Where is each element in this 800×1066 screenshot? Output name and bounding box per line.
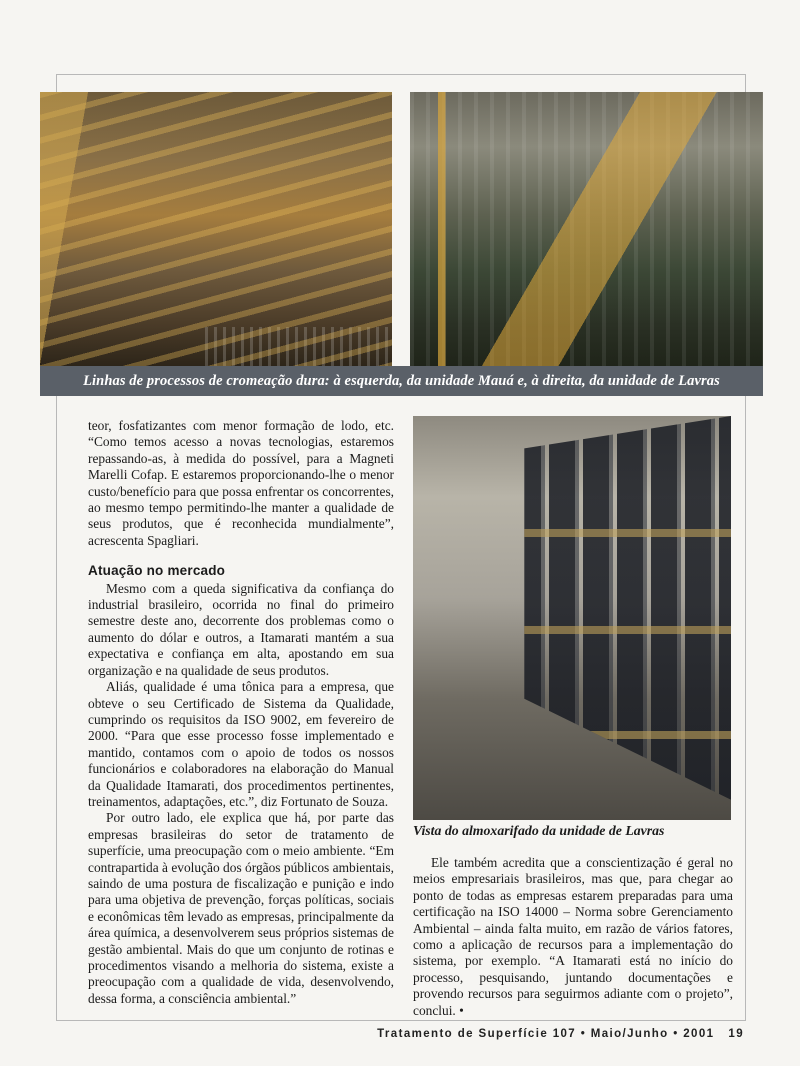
paragraph: Mesmo com a queda significativa da confiança do industrial brasileiro, ocorrida no final do primeiro semestre deste ano, decorrente dos problemas como o aumento do dólar e outros, a Itamarati mantém a sua expectativa e confiança em alta, apostando em sua organização e na qualidade de seus produtos. bbox=[88, 580, 394, 678]
warehouse-photo-caption: Vista do almoxarifado da unidade de Lavras bbox=[413, 823, 665, 838]
paragraph: Ele também acredita que a conscientização é geral no meios empresariais brasileiros, mas que, para chegar ao ponto de todas as empresas estarem preparadas para uma certificação na ISO 14000 – Norma sobre Gerenciamento Ambiental – ainda falta muito, em razão de vários fatores, como a aplicação de recursos para a implementação do sistema, por exemplo. “A Itamarati está no início do processo, pesquisando, juntando documentações e provendo recursos para seguirmos adiante com o projeto”, conclui. • bbox=[413, 855, 733, 1018]
warehouse-photo-lavras bbox=[413, 416, 731, 820]
paragraph: Por outro lado, ele explica que há, por parte das empresas brasileiras do setor de tratamento de superfície, uma preocupação com o meio ambiente. “Em contrapartida à evolução dos órgãos públicos ambientais, saindo de uma postura de fiscalização e punição e indo para uma objetiva de prevenção, forças políticas, sociais e econômicas têm levado as empresas, principalmente da área química, a desenvolverem seus próprios sistemas de gestão ambiental. Mais do que um conjunto de rotinas e procedimentos visando a melhoria do sistema, existe a preocupação com a qualidade de vida, desenvolvendo, dessa forma, a consciência ambiental.” bbox=[88, 810, 394, 1006]
left-text-column bbox=[88, 418, 394, 1007]
section-heading: Atuação no mercado bbox=[88, 563, 226, 579]
chrome-line-photo-lavras bbox=[410, 92, 763, 366]
page-footer bbox=[56, 1028, 744, 1040]
chrome-line-photo-maua bbox=[40, 92, 392, 366]
paragraph: teor, fosfatizantes com menor formação de lodo, etc. “Como temos acesso a novas tecnologias, estaremos repassando-as, à medida do possível, para a Magneti Marelli Cofap. E estaremos proporcionando-lhe o menor custo/benefício para que possa enfrentar os concorrentes, ao mesmo tempo permitindo-lhe manter a qualidade de seus produtos, que é reconhecida mundialmente”, acrescenta Spagliari. bbox=[88, 418, 394, 548]
page-number: 19 bbox=[728, 1028, 744, 1040]
paragraph: Aliás, qualidade é uma tônica para a empresa, que obteve o seu Certificado de Sistema da Qualidade, cumprindo os requisitos da ISO 9002, em fevereiro de 2000. “Para que esse processo fosse implementado e mantido, contamos com o apoio de todos os nossos funcionários e colaboradores na elaboração do Manual da Qualidade Itamarati, dos procedimentos pertinentes, treinamentos, adaptações, etc.”, diz Fortunato de Souza. bbox=[88, 679, 394, 809]
right-text-column bbox=[413, 855, 733, 1019]
footer-publication: Tratamento de Superfície 107 • Maio/Junho • 2001 bbox=[377, 1028, 715, 1040]
photo-caption-top: Linhas de processos de cromeação dura: à esquerda, da unidade Mauá e, à direita, da unidade de Lavras bbox=[40, 366, 763, 396]
